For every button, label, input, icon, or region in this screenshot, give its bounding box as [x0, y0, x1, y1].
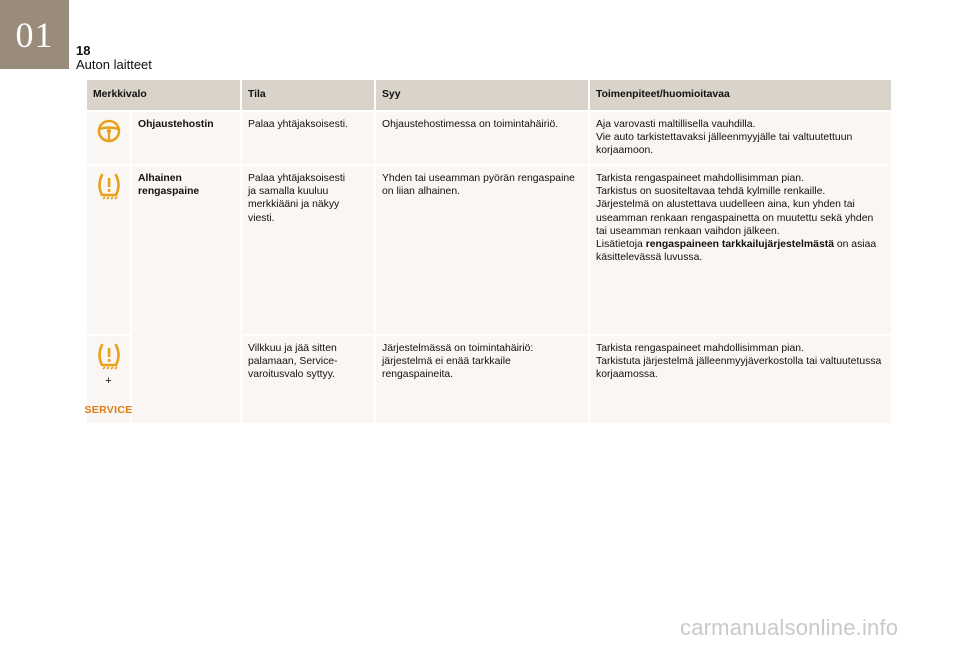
more-info-suffix: on asiaa käsittelevässä luvussa.: [596, 239, 877, 264]
table-row: [87, 165, 891, 335]
plus-sign: +: [105, 375, 112, 387]
state-text: Palaa yhtäjaksoisesti.: [241, 111, 375, 165]
icon-cell: [84, 335, 133, 423]
action-line: Tarkista rengaspaineet mahdollisimman pian.: [596, 173, 804, 184]
actions-text: [589, 335, 891, 423]
cause-line: Yhden tai useamman pyörän rengaspaine: [382, 173, 575, 184]
more-info-line: [596, 238, 885, 264]
state-line: Vilkkuu ja jää sitten: [248, 343, 337, 354]
indicator-name-line: Alhainen: [138, 173, 182, 184]
action-line: Tarkista rengaspaineet mahdollisimman pian.: [596, 343, 804, 354]
state-line: palamaan, Service-: [248, 356, 338, 368]
cause-line: Järjestelmässä on toimintahäiriö:: [382, 343, 534, 354]
steering-wheel-warning-icon: [94, 118, 124, 144]
page-number: 18: [76, 43, 91, 58]
column-header-actions: Toimenpiteet/huomioitavaa: [589, 80, 891, 111]
service-warning-icon: SERVICE: [84, 404, 133, 417]
state-line: merkkiääni ja näkyy: [248, 199, 340, 211]
action-line: Tarkistuta järjestelmä jälleenmyyjäverkostolla tai valtuutetussa korjaamossa.: [596, 356, 882, 381]
column-header-state: Tila: [241, 80, 375, 111]
cause-text: Ohjaustehostimessa on toimintahäiriö.: [375, 111, 589, 165]
indicator-table: [84, 80, 891, 423]
column-header-cause: Syy: [375, 80, 589, 111]
cause-line: järjestelmä ei enää tarkkaile rengaspaineita.: [382, 356, 511, 381]
section-title: Auton laitteet: [76, 57, 152, 72]
chapter-tab: 01: [0, 0, 69, 69]
icon-cell: [87, 111, 131, 165]
more-info-prefix: Lisätietoja: [596, 239, 646, 251]
action-line: Tarkistus on suositeltavaa tehdä kylmille renkaille.: [596, 186, 826, 198]
watermark: carmanualsonline.info: [680, 615, 899, 640]
indicator-name-line: rengaspaine: [138, 186, 200, 198]
cause-text: [375, 335, 589, 423]
state-line: ja samalla kuuluu: [248, 186, 329, 198]
indicator-name: Ohjaustehostin: [131, 111, 241, 165]
state-line: viesti.: [248, 212, 275, 224]
actions-text: [589, 165, 891, 335]
tyre-pressure-warning-icon: [94, 342, 124, 372]
indicator-name: [131, 165, 241, 423]
action-line: Aja varovasti maltillisella vauhdilla.: [596, 119, 756, 130]
table-row: [87, 111, 891, 165]
tyre-service-icon-group: [84, 342, 133, 417]
cause-text: [375, 165, 589, 335]
column-header-indicator: Merkkivalo: [87, 80, 241, 111]
state-line: Palaa yhtäjaksoisesti: [248, 173, 346, 184]
state-text: [241, 335, 375, 423]
cause-line: on liian alhainen.: [382, 186, 460, 198]
tyre-pressure-warning-icon: [94, 172, 124, 202]
action-line: Järjestelmä on alustettava uudelleen aina, kun yhden tai useamman renkaan rengaspainetta on muutettu sekä yhden tai useamman renkaan vaihdon jälkeen.: [596, 199, 874, 237]
action-line: Vie auto tarkistettavaksi jälleenmyyjälle tai valtuutettuun korjaamoon.: [596, 132, 853, 157]
icon-cell: [87, 165, 131, 335]
actions-text: [589, 111, 891, 165]
state-text: [241, 165, 375, 335]
table-header-row: [87, 80, 891, 111]
more-info-link-text: rengaspaineen tarkkailujärjestelmästä: [645, 239, 834, 251]
state-line: varoitusvalo syttyy.: [248, 369, 336, 381]
